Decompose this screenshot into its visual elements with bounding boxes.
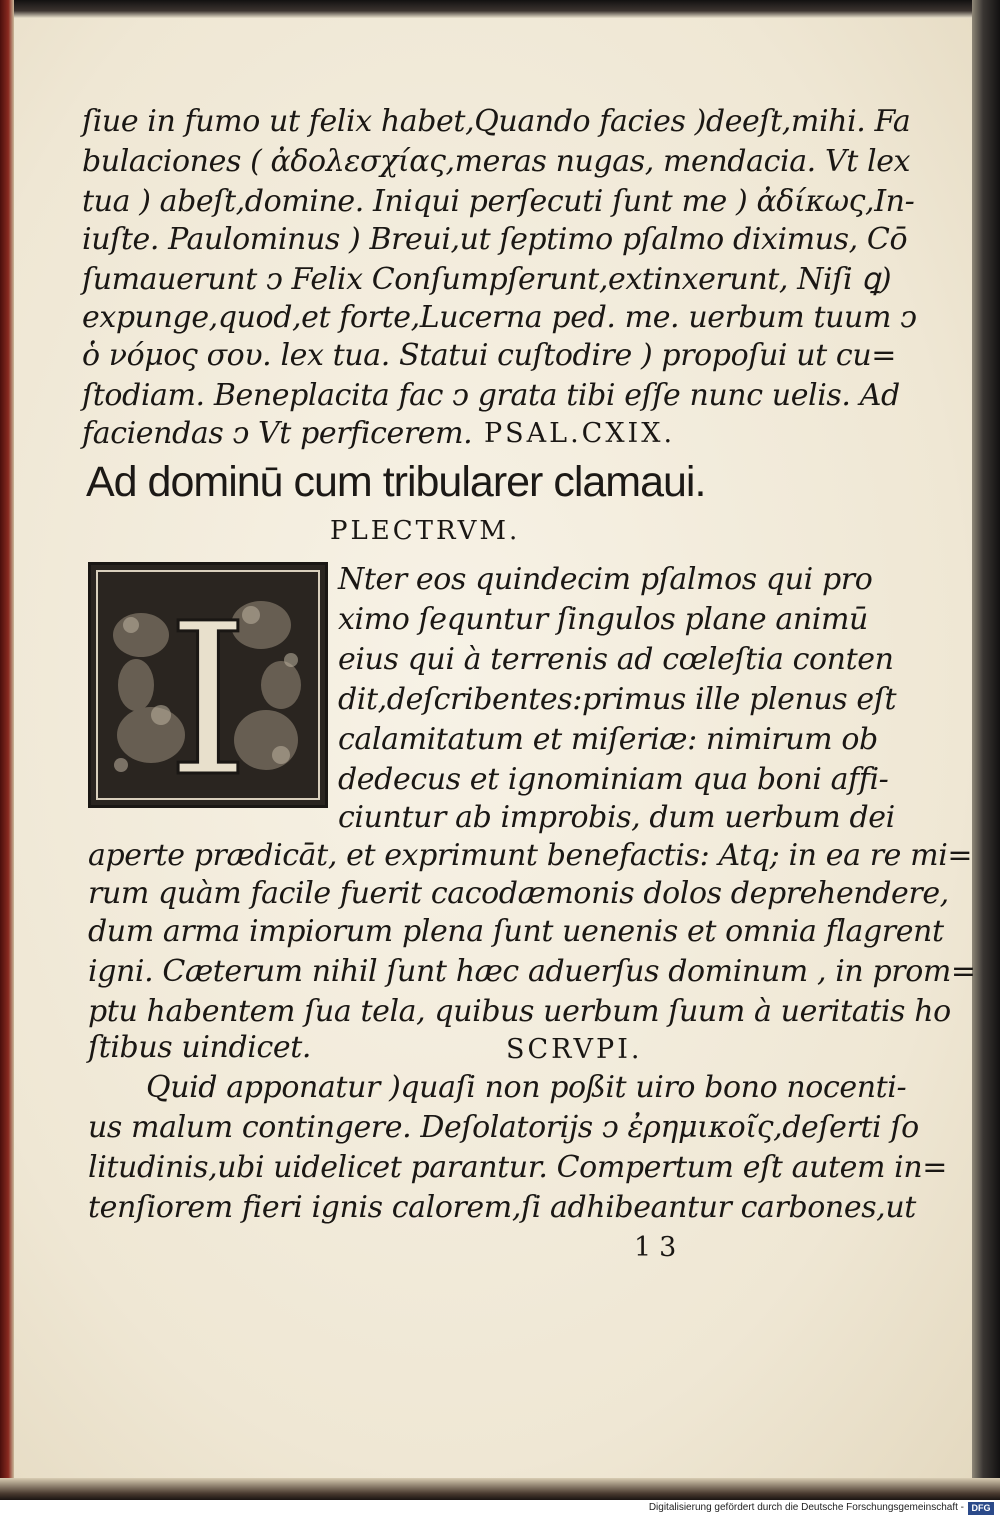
- digitization-credit: Digitalisierung gefördert durch die Deutsche Forschungsgemeinschaft -: [648, 1502, 964, 1513]
- text-line: aperte prædicāt, et exprimunt benefactis: Atq; in ea re mi=: [88, 838, 973, 873]
- text-line: faciendas ↄ Vt perficerem.: [82, 416, 473, 451]
- initial-woodcut: [91, 565, 325, 805]
- book-spine-edge: [0, 0, 14, 1500]
- page-number: 13: [634, 1232, 685, 1263]
- page-edge-right: [972, 0, 1000, 1500]
- text-line: ὁ νόμος σου. lex tua. Statui cuſtodire ) propoſui ut cu=: [82, 338, 896, 373]
- text-line: ſiue in fumo ut felix habet,Quando facies )deeſt,mihi. Fa: [82, 104, 911, 139]
- text-line: igni. Cæterum nihil ſunt hæc aduerſus dominum , in prom=: [88, 954, 976, 989]
- text-line: us malum contingere. Deſolatorijs ↄ ἐρημικοῖς,deſerti ſo: [88, 1110, 919, 1145]
- scrupi-heading: SCRVPI.: [506, 1034, 643, 1065]
- text-line: calamitatum et miſeriæ: nimirum ob: [338, 722, 878, 757]
- text-line: litudinis,ubi uidelicet parantur. Compertum eſt autem in=: [88, 1150, 948, 1185]
- psalm-title: Ad dominū cum tribularer clamaui.: [86, 458, 706, 506]
- text-line: Quid apponatur )quaſi non poßit uiro bono nocenti-: [146, 1070, 907, 1105]
- plectrum-heading: PLECTRVM.: [330, 516, 521, 546]
- text-line: iuſte. Paulominus ) Breui,ut ſeptimo pſalmo diximus, Cō: [82, 222, 908, 257]
- text-line: dit,deſcribentes:primus ille plenus eſt: [338, 682, 897, 717]
- text-line: ximo ſequntur ſingulos plane animū: [338, 602, 868, 637]
- text-line: dedecus et ignominiam qua boni affi-: [338, 762, 889, 797]
- page-edge-top: [0, 0, 1000, 18]
- text-line: tenſiorem fieri ignis calorem,ſi adhibeantur carbones,ut: [88, 1190, 916, 1225]
- text-line: ciuntur ab improbis, dum uerbum dei: [338, 800, 895, 835]
- text-line: Nter eos quindecim pſalmos qui pro: [338, 562, 873, 597]
- text-line: rum quàm facile fuerit cacodæmonis dolos deprehendere,: [88, 876, 949, 911]
- text-line: expunge,quod,et forte,Lucerna ped. me. uerbum tuum ↄ: [82, 300, 917, 335]
- text-line: ſtodiam. Beneplacita fac ↄ grata tibi eſſe nunc uelis. Ad: [82, 378, 900, 413]
- psalm-label: PSAL.CXIX.: [484, 418, 676, 449]
- text-line: ptu habentem ſua tela, quibus uerbum ſuum à ueritatis ho: [88, 994, 951, 1029]
- text-line: ſumauerunt ↄ Felix Conſumpſerunt,extinxerunt, Niſi ꝗ): [82, 262, 892, 297]
- decorated-initial: [88, 562, 328, 808]
- text-line: eius qui à terrenis ad cœleſtia conten: [338, 642, 894, 677]
- text-line: dum arma impiorum plena ſunt uenenis et omnia flagrent: [88, 914, 944, 949]
- text-line: ſtibus uindicet.: [88, 1030, 311, 1065]
- text-line: bulaciones ( ἀδολεσχίας,meras nugas, mendacia. Vt lex: [82, 144, 911, 179]
- page-edge-bottom: [0, 1478, 1000, 1500]
- text-line: tua ) abeſt,domine. Iniqui perſecuti ſunt me ) ἀδίκως,In-: [82, 184, 915, 219]
- dfg-logo: DFG: [968, 1502, 994, 1515]
- initial-letter: I: [166, 578, 250, 805]
